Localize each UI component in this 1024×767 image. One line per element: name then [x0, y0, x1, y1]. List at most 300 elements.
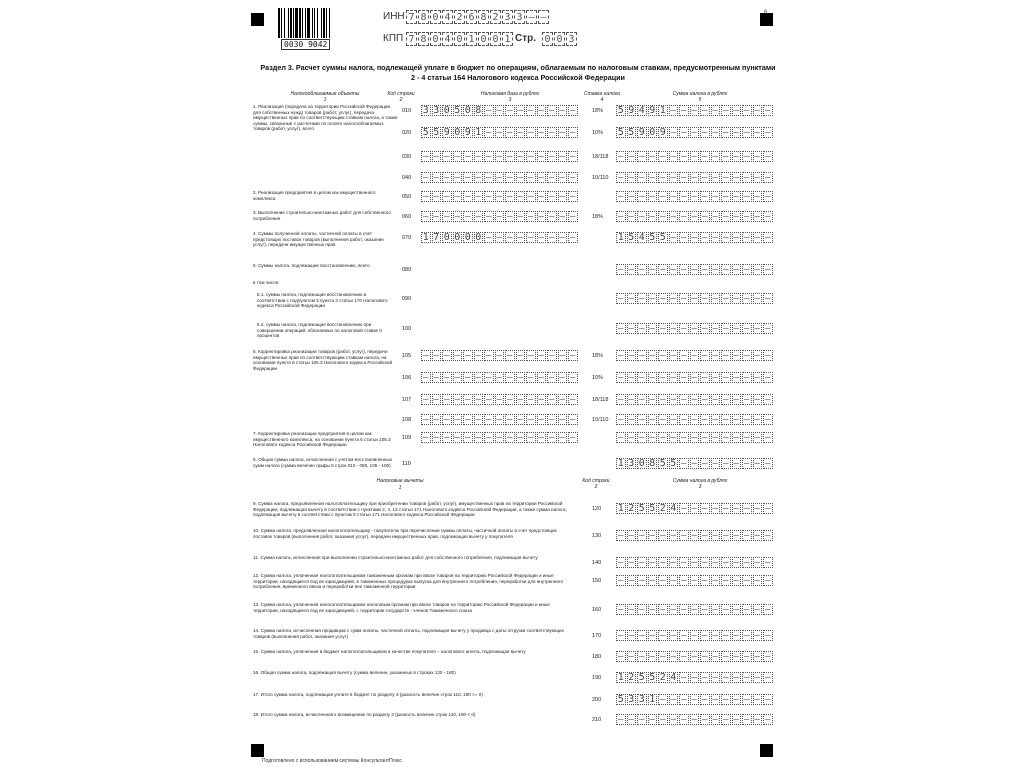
value-cell: –	[648, 604, 658, 615]
digit-cell: 3	[566, 32, 577, 46]
value-cell: –	[516, 394, 526, 405]
deduction-row-label: 15. Сумма налога, уплаченная в бюджет налогоплательщиком в качестве покупателя – налогового агента, подлежащая вычету	[253, 649, 526, 654]
value-cell: –	[690, 458, 700, 469]
value-cell: –	[763, 172, 773, 183]
inn-field	[406, 10, 550, 24]
tax-amount-field	[616, 372, 774, 383]
row-code: 106	[402, 375, 412, 381]
corner-marker-bottom-right	[760, 744, 773, 757]
deduction-row-label: 12. Сумма налога, уплаченная налогоплательщиком таможенным органам при ввозе товаров на территорию Российской Федерации и иные территории, находящиеся под ее юрисдикцией, в таможенных процедурах выпуска для внутреннего потребления, переработки для внутреннего потребления, временного ввоза и переработки вне таможенной территории	[253, 573, 564, 590]
value-cell: –	[627, 151, 637, 162]
value-cell: –	[421, 394, 431, 405]
value-cell: –	[537, 432, 547, 443]
value-cell: –	[732, 293, 742, 304]
value-cell: –	[690, 604, 700, 615]
value-cell: –	[495, 394, 505, 405]
col-header-tax-bottom: Сумма налога в рублях 3	[672, 478, 728, 490]
value-cell: –	[679, 414, 689, 425]
value-cell: –	[742, 503, 752, 514]
value-cell: –	[763, 575, 773, 586]
value-cell: –	[526, 414, 536, 425]
value-cell: –	[669, 264, 679, 275]
value-cell: –	[711, 394, 721, 405]
value-cell: –	[637, 264, 647, 275]
value-cell: 1	[617, 503, 624, 514]
deduction-row-label: 9. Сумма налога, предъявленная налогоплательщику при приобретении товаров (работ, услуг), имущественных прав на территории Российской Федерации, подлежащая вычету в соответствии с пунктами 2, 4, 13 статьи 171 Налогового кодекса Российской Федерации, а также сумма налога, подлежащая вычету в соответствии с пунктом 5 статьи 171 Налогового кодекса Российской Федерации	[253, 501, 567, 518]
value-cell: –	[648, 172, 658, 183]
value-cell: –	[495, 432, 505, 443]
value-cell: –	[516, 232, 526, 243]
value-cell: –	[537, 232, 547, 243]
value-cell: –	[537, 105, 547, 116]
value-cell: 9	[464, 127, 471, 138]
value-cell: –	[474, 191, 484, 202]
value-cell: –	[463, 151, 473, 162]
value-cell: –	[453, 414, 463, 425]
value-cell: –	[753, 651, 763, 662]
value-cell: –	[558, 211, 568, 222]
value-cell: –	[616, 211, 626, 222]
value-cell: –	[711, 604, 721, 615]
col-header-code: Код строки 2	[387, 91, 415, 103]
value-cell: –	[463, 432, 473, 443]
value-cell: 4	[638, 232, 645, 243]
value-cell: –	[537, 172, 547, 183]
value-cell: –	[637, 714, 647, 725]
value-cell: 3	[628, 458, 635, 469]
value-cell: –	[732, 105, 742, 116]
tax-amount-field	[616, 432, 774, 443]
value-cell: –	[627, 323, 637, 334]
value-cell: –	[558, 350, 568, 361]
value-cell: –	[432, 172, 442, 183]
value-cell: –	[453, 372, 463, 383]
value-cell: –	[474, 211, 484, 222]
value-cell: –	[432, 372, 442, 383]
value-cell: –	[732, 714, 742, 725]
value-cell: –	[669, 127, 679, 138]
value-cell: –	[732, 264, 742, 275]
tax-base-field	[421, 172, 579, 183]
value-cell: –	[753, 557, 763, 568]
value-cell: –	[721, 350, 731, 361]
value-cell: –	[616, 172, 626, 183]
digit-cell: 0	[490, 32, 501, 46]
tax-base-field	[421, 232, 579, 243]
value-cell: –	[763, 191, 773, 202]
value-cell: –	[690, 575, 700, 586]
row-code: 108	[402, 417, 412, 423]
value-cell: –	[721, 651, 731, 662]
value-cell: –	[637, 432, 647, 443]
value-cell: 5	[454, 105, 461, 116]
value-cell: –	[669, 575, 679, 586]
value-cell: –	[669, 651, 679, 662]
value-cell: –	[763, 127, 773, 138]
value-cell: –	[753, 575, 763, 586]
value-cell: –	[505, 211, 515, 222]
value-cell: –	[484, 105, 494, 116]
value-cell: –	[442, 191, 452, 202]
value-cell: –	[484, 372, 494, 383]
deduction-amount-field	[616, 604, 774, 615]
value-cell: –	[700, 530, 710, 541]
row-code: 210	[592, 717, 602, 723]
kpp-label: КПП	[383, 33, 404, 44]
row-code: 070	[402, 235, 412, 241]
value-cell: –	[711, 557, 721, 568]
value-cell: 9	[638, 127, 645, 138]
value-cell: –	[700, 232, 710, 243]
value-cell: –	[616, 394, 626, 405]
digit-cell: 8	[418, 10, 429, 24]
value-cell: –	[711, 151, 721, 162]
value-cell: –	[616, 350, 626, 361]
deduction-amount-field	[616, 557, 774, 568]
value-cell: –	[763, 232, 773, 243]
value-cell: –	[742, 293, 752, 304]
value-cell: –	[711, 432, 721, 443]
value-cell: –	[700, 394, 710, 405]
value-cell: –	[637, 151, 647, 162]
value-cell: –	[742, 557, 752, 568]
value-cell: –	[658, 530, 668, 541]
value-cell: –	[547, 172, 557, 183]
value-cell: –	[558, 127, 568, 138]
value-cell: –	[648, 575, 658, 586]
value-cell: –	[763, 350, 773, 361]
value-cell: –	[453, 211, 463, 222]
value-cell: –	[658, 432, 668, 443]
value-cell: –	[763, 293, 773, 304]
value-cell: –	[690, 127, 700, 138]
value-cell: –	[679, 530, 689, 541]
value-cell: –	[495, 151, 505, 162]
row-label: 8. Общая сумма налога, исчисленная с учетом восстановленных сумм налога (сумма величин графы 5 строк 010 - 080, 105 - 109)	[253, 457, 393, 468]
value-cell: –	[637, 293, 647, 304]
value-cell: –	[679, 372, 689, 383]
value-cell: –	[669, 630, 679, 641]
value-cell: –	[537, 394, 547, 405]
value-cell: –	[627, 264, 637, 275]
value-cell: –	[648, 414, 658, 425]
value-cell: –	[669, 350, 679, 361]
value-cell: –	[679, 264, 689, 275]
digit-cell: 2	[454, 10, 465, 24]
row-code: 170	[592, 633, 602, 639]
value-cell: –	[537, 350, 547, 361]
section-title: Раздел 3. Расчет суммы налога, подлежащей уплате в бюджет по операциям, облагаемым по налоговым ставкам, предусмотренным пунктами 2 - 4 статьи 164 Налогового кодекса Российской Федерации	[260, 63, 776, 82]
value-cell: –	[690, 672, 700, 683]
value-cell: –	[742, 432, 752, 443]
value-cell: –	[690, 323, 700, 334]
digit-cell: 8	[418, 32, 429, 46]
value-cell: –	[442, 211, 452, 222]
value-cell: –	[763, 151, 773, 162]
value-cell: –	[721, 694, 731, 705]
corner-marker-top-left	[251, 13, 264, 26]
value-cell: –	[732, 211, 742, 222]
value-cell: –	[658, 575, 668, 586]
value-cell: –	[721, 714, 731, 725]
value-cell: –	[679, 394, 689, 405]
value-cell: –	[568, 394, 578, 405]
value-cell: –	[616, 575, 626, 586]
value-cell: –	[711, 323, 721, 334]
value-cell: –	[669, 232, 679, 243]
value-cell: 0	[638, 458, 645, 469]
value-cell: –	[537, 372, 547, 383]
value-cell: –	[432, 394, 442, 405]
value-cell: –	[453, 432, 463, 443]
value-cell: –	[442, 414, 452, 425]
value-cell: –	[568, 105, 578, 116]
value-cell: –	[721, 557, 731, 568]
tax-base-field	[421, 350, 579, 361]
value-cell: –	[547, 127, 557, 138]
tax-amount-field	[616, 264, 774, 275]
tax-base-field	[421, 372, 579, 383]
value-cell: –	[463, 172, 473, 183]
value-cell: –	[690, 172, 700, 183]
value-cell: –	[637, 575, 647, 586]
value-cell: –	[547, 394, 557, 405]
value-cell: –	[742, 127, 752, 138]
deduction-row-label: 11. Сумма налога, исчисленная при выполнении строительно-монтажных работ для собственного потребления, подлежащая вычету	[253, 555, 538, 560]
value-cell: –	[484, 394, 494, 405]
row-code: 040	[402, 175, 412, 181]
col-header-deductions: Налоговые вычеты	[376, 478, 424, 484]
value-cell: –	[721, 414, 731, 425]
deduction-amount-field	[616, 503, 774, 514]
row-code: 200	[592, 697, 602, 703]
value-cell: –	[721, 293, 731, 304]
value-cell: 0	[649, 127, 656, 138]
value-cell: –	[484, 432, 494, 443]
value-cell: –	[505, 105, 515, 116]
col-header-tax: Сумма налога в рублях 5	[672, 91, 728, 103]
value-cell: –	[763, 105, 773, 116]
value-cell: –	[526, 432, 536, 443]
row-code: 100	[402, 326, 412, 332]
value-cell: –	[547, 232, 557, 243]
value-cell: –	[547, 432, 557, 443]
value-cell: –	[742, 323, 752, 334]
value-cell: –	[732, 530, 742, 541]
col-header-rate: Ставка налога 4	[584, 91, 620, 103]
value-cell: –	[658, 350, 668, 361]
value-cell: –	[732, 232, 742, 243]
barcode-image	[278, 8, 344, 38]
value-cell: –	[547, 350, 557, 361]
value-cell: –	[700, 432, 710, 443]
value-cell: –	[732, 503, 742, 514]
value-cell: 2	[659, 672, 666, 683]
value-cell: –	[753, 503, 763, 514]
value-cell: –	[669, 151, 679, 162]
value-cell: 5	[628, 232, 635, 243]
value-cell: –	[658, 372, 668, 383]
barcode-number: 0030 9042	[281, 39, 330, 50]
row-label: 5.2. суммы налога, подлежащие восстановлению при совершении операций, облагаемых по налоговой ставке 0 процентов	[257, 322, 382, 339]
value-cell: –	[763, 630, 773, 641]
value-cell: –	[442, 394, 452, 405]
value-cell: –	[763, 604, 773, 615]
value-cell: 0	[475, 232, 482, 243]
value-cell: –	[700, 458, 710, 469]
tax-base-field	[421, 105, 579, 116]
value-cell: –	[669, 211, 679, 222]
tax-base-field	[421, 151, 579, 162]
value-cell: –	[616, 530, 626, 541]
value-cell: –	[753, 127, 763, 138]
value-cell: –	[616, 557, 626, 568]
value-cell: 1	[617, 458, 624, 469]
value-cell: –	[442, 350, 452, 361]
value-cell: –	[721, 211, 731, 222]
value-cell: –	[753, 414, 763, 425]
value-cell: –	[690, 350, 700, 361]
value-cell: –	[690, 557, 700, 568]
row-label: 6. Корректировка реализации товаров (работ, услуг), передачи имущественных прав по соответствующим ставкам налога, на основании пункта 6 статьи 105.3 Налогового кодекса Российской Федерации	[253, 349, 393, 371]
value-cell: –	[537, 191, 547, 202]
deduction-row-label: 17. Итого сумма налога, подлежащая уплате в бюджет по разделу 3 (разность величин строк 110, 190 >= 0)	[253, 692, 483, 697]
value-cell: –	[763, 394, 773, 405]
digit-cell: 6	[466, 10, 477, 24]
value-cell: –	[679, 714, 689, 725]
value-cell: –	[648, 264, 658, 275]
value-cell: –	[616, 630, 626, 641]
value-cell: –	[495, 414, 505, 425]
deduction-row-label: 18. Итого сумма налога, исчисленная к возмещению по разделу 3 (разность величин строк 110, 190 < 0)	[253, 712, 476, 717]
value-cell: –	[526, 372, 536, 383]
tax-base-field	[421, 211, 579, 222]
value-cell: 5	[649, 232, 656, 243]
value-cell: –	[700, 105, 710, 116]
value-cell: –	[700, 575, 710, 586]
value-cell: –	[658, 414, 668, 425]
value-cell: –	[732, 458, 742, 469]
value-cell: –	[453, 151, 463, 162]
value-cell: –	[616, 264, 626, 275]
value-cell: 1	[659, 105, 666, 116]
value-cell: –	[616, 151, 626, 162]
value-cell: 5	[638, 672, 645, 683]
value-cell: –	[442, 151, 452, 162]
tax-amount-field	[616, 232, 774, 243]
value-cell: –	[637, 414, 647, 425]
digit-cell: –	[526, 10, 537, 24]
value-cell: –	[721, 503, 731, 514]
deduction-row-label: 14. Сумма налога, исчисленная продавцом с сумм оплаты, частичной оплаты, подлежащая вычету у продавца с даты отгрузки соответствующих товаров (выполнения работ, оказания услуг)	[253, 628, 564, 639]
value-cell: –	[637, 211, 647, 222]
value-cell: –	[526, 350, 536, 361]
value-cell: 7	[433, 232, 440, 243]
value-cell: –	[763, 651, 773, 662]
value-cell: –	[616, 323, 626, 334]
value-cell: –	[463, 414, 473, 425]
value-cell: 9	[443, 127, 450, 138]
value-cell: –	[568, 172, 578, 183]
value-cell: 9	[649, 105, 656, 116]
value-cell: –	[648, 432, 658, 443]
value-cell: 8	[475, 105, 482, 116]
value-cell: –	[526, 211, 536, 222]
value-cell: –	[648, 557, 658, 568]
value-cell: –	[763, 503, 773, 514]
value-cell: 2	[659, 503, 666, 514]
value-cell: –	[658, 604, 668, 615]
value-cell: –	[711, 714, 721, 725]
value-cell: –	[679, 575, 689, 586]
value-cell: –	[690, 503, 700, 514]
value-cell: 5	[422, 127, 429, 138]
value-cell: 1	[475, 127, 482, 138]
row-code: 010	[402, 108, 412, 114]
value-cell: –	[658, 714, 668, 725]
value-cell: –	[658, 694, 668, 705]
value-cell: –	[648, 191, 658, 202]
value-cell: –	[637, 372, 647, 383]
value-cell: –	[742, 105, 752, 116]
value-cell: –	[700, 672, 710, 683]
value-cell: –	[763, 672, 773, 683]
value-cell: –	[753, 293, 763, 304]
value-cell: –	[658, 651, 668, 662]
value-cell: –	[516, 372, 526, 383]
value-cell: 5	[649, 672, 656, 683]
tax-rate: 18/118	[592, 154, 609, 160]
value-cell: 5	[670, 458, 677, 469]
value-cell: –	[495, 350, 505, 361]
value-cell: –	[700, 293, 710, 304]
deduction-row-label: 10. Сумма налога, предъявленная налогоплательщику - покупателю при перечислении суммы оплаты, частичной оплаты в счет предстоящих поставок товаров (выполнения работ, оказания услуг), передачи имущественных прав, подлежащая вычету у покупателя	[253, 528, 557, 539]
value-cell: –	[711, 350, 721, 361]
value-cell: –	[732, 151, 742, 162]
tax-amount-field	[616, 211, 774, 222]
row-code: 060	[402, 214, 412, 220]
value-cell: 0	[443, 232, 450, 243]
value-cell: –	[637, 557, 647, 568]
digit-cell: 0	[430, 32, 441, 46]
deduction-row-label: 13. Сумма налога, уплаченная налогоплательщиком налоговым органам при ввозе товаров на территорию Российской Федерации и иные территории, находящиеся под ее юрисдикцией, с территории государств - членов Таможенного союза	[253, 602, 550, 613]
value-cell: –	[627, 714, 637, 725]
value-cell: –	[690, 191, 700, 202]
digit-cell: 7	[406, 32, 417, 46]
value-cell: –	[558, 432, 568, 443]
value-cell: –	[495, 127, 505, 138]
value-cell: –	[721, 530, 731, 541]
value-cell: –	[679, 672, 689, 683]
digit-cell: 1	[466, 32, 477, 46]
value-cell: –	[711, 191, 721, 202]
tax-rate: 10%	[592, 375, 604, 381]
value-cell: –	[742, 458, 752, 469]
value-cell: –	[690, 105, 700, 116]
value-cell: –	[732, 372, 742, 383]
tax-rate: 10%	[592, 130, 604, 136]
value-cell: –	[700, 694, 710, 705]
value-cell: –	[547, 372, 557, 383]
value-cell: –	[669, 105, 679, 116]
value-cell: –	[526, 127, 536, 138]
value-cell: –	[690, 394, 700, 405]
digit-cell: 0	[430, 10, 441, 24]
value-cell: –	[700, 350, 710, 361]
tax-rate: 18%	[592, 353, 604, 359]
value-cell: 3	[628, 694, 635, 705]
value-cell: –	[711, 414, 721, 425]
